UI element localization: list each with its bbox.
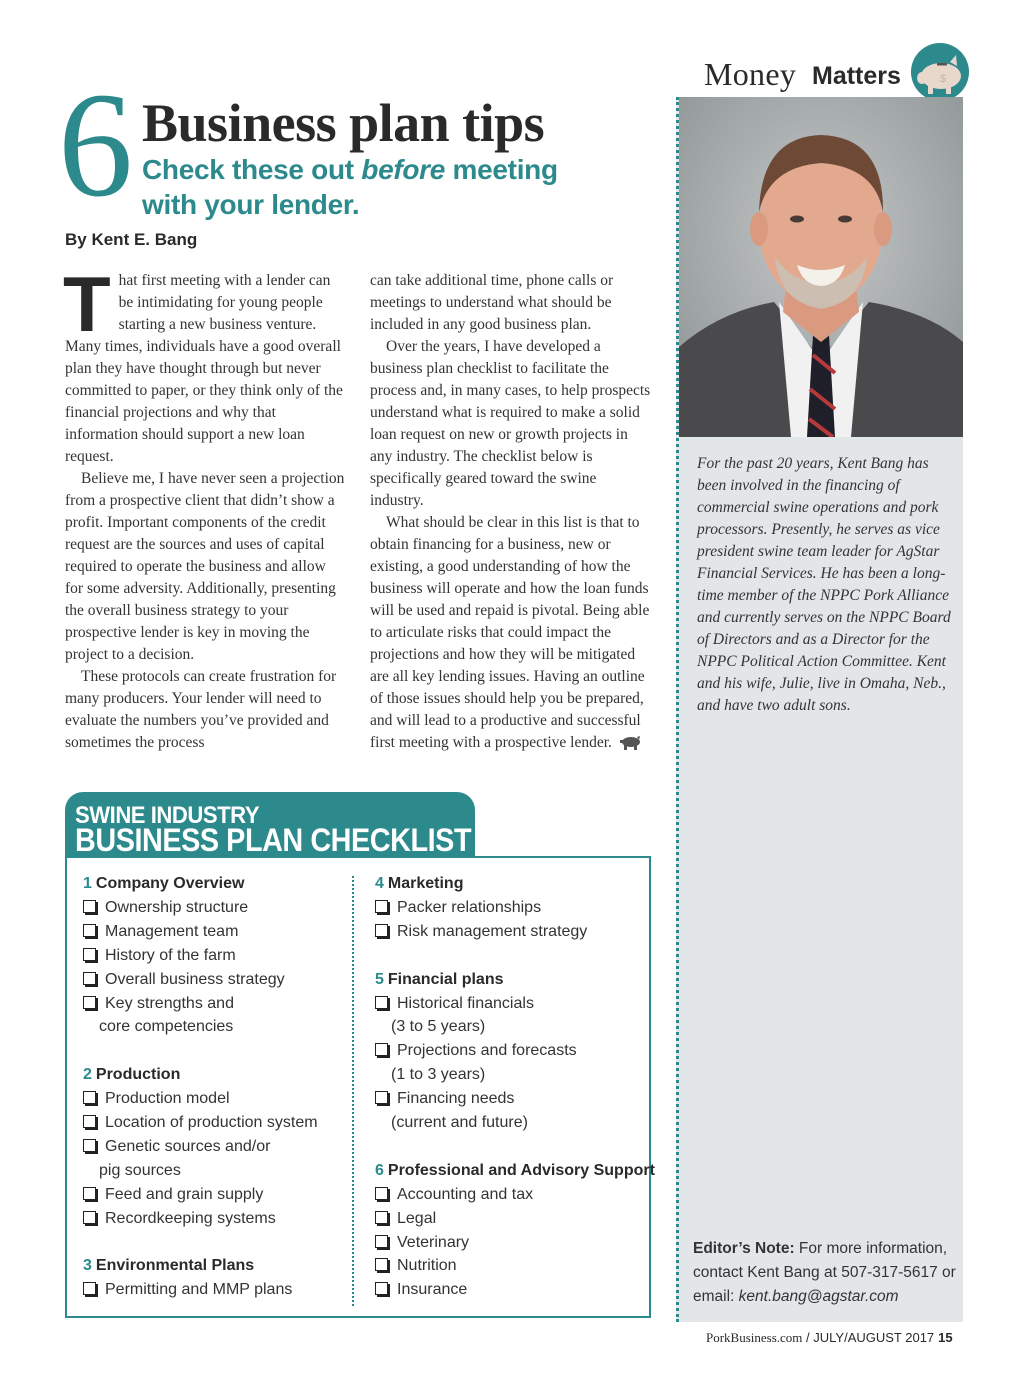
byline: By Kent E. Bang	[65, 230, 198, 249]
paragraph: can take additional time, phone calls or meetings to understand what should be included in any good business plan.	[370, 272, 614, 333]
checklist-section-title: Marketing	[387, 875, 464, 892]
checklist-item-label: Location of production system	[105, 1114, 318, 1132]
checklist-item	[83, 1278, 348, 1302]
checklist-item-label: Ownership structure	[105, 898, 249, 916]
editor-note-label: Editor’s Note:	[693, 1240, 795, 1257]
checklist-section-title: Production	[95, 1066, 181, 1084]
editor-email-link[interactable]: kent.bang@agstar.com	[738, 1288, 899, 1305]
checklist-section-number: 4	[375, 875, 384, 892]
checklist-item-label: Feed and grain supply	[105, 1185, 264, 1203]
paragraph: Over the years, I have developed a business plan checklist to facilitate the process and, in many cases, to help prospects understand what is required to make a solid loan request on new or growth projects in any industry. The checklist below is specifically geared toward the swine industry.	[370, 338, 651, 509]
checklist-section-heading	[83, 1254, 348, 1278]
checklist-item	[83, 968, 348, 992]
checklist-section	[83, 1063, 348, 1230]
author-sidebar	[676, 97, 963, 1322]
footer-site: PorkBusiness.com	[706, 1330, 803, 1345]
checklist-section	[375, 968, 647, 1135]
author-portrait-photo	[679, 97, 963, 437]
checkbox-icon[interactable]	[375, 1043, 388, 1056]
checklist-item	[83, 1207, 348, 1231]
checklist-item-label: Key strengths and	[105, 994, 234, 1012]
checklist-item-label: Projections and forecasts	[397, 1042, 577, 1060]
article-column-1	[63, 260, 347, 754]
author-bio: For the past 20 years, Kent Bang has been involved in the financing of commercial swine operations and pork processors. Presently, he serves as vice president swine team leader for AgStar Financial Services. He has been a long-time member of the NPPC Pork Alliance and currently serves on the NPPC Board of Directors and as a Director for the NPPC Political Action Committee. Kent and his wife, Julie, live in Omaha, Neb., and have two adult sons.	[697, 455, 951, 714]
checklist-title-line2: BUSINESS PLAN CHECKLIST	[75, 822, 472, 858]
checklist-section-heading	[83, 872, 348, 896]
checklist-title-tab	[65, 792, 475, 858]
paragraph: That first meeting with a lender can be intimidating for young people starting a new business venture. Many times, individuals have a good overall plan they have thought through but never committed to paper, or they think only of the financial projections and why that information should support a new loan request.	[63, 260, 343, 465]
checklist-item	[375, 1207, 647, 1231]
checkbox-icon[interactable]	[375, 1211, 388, 1224]
checkbox-icon[interactable]	[83, 924, 96, 937]
checkbox-icon[interactable]	[83, 1282, 96, 1295]
svg-text:$: $	[939, 73, 947, 85]
checklist-item-label: Production model	[105, 1090, 230, 1108]
footer-issue: / JULY/AUGUST 2017	[802, 1330, 935, 1345]
checkbox-icon[interactable]	[83, 1115, 96, 1128]
checklist-item-label: Overall business strategy	[105, 970, 285, 988]
checklist-item-label-continued: (1 to 3 years)	[391, 1066, 486, 1084]
checklist-section	[83, 1254, 348, 1302]
paragraph: Believe me, I have never seen a projection from a prospective client that didn’t show a profit. Important components of the credit request are the sources and uses of capital required to operate the business and allow for some adversity. Additionally, presenting the overall business strategy to your prospective lender is key in moving the project to a decision.	[65, 470, 345, 663]
pig-icon	[620, 736, 642, 750]
checklist-item	[83, 920, 348, 944]
checklist-title-line1: SWINE INDUSTRY	[75, 802, 260, 829]
checklist-item	[375, 920, 647, 944]
checklist-item	[375, 1278, 647, 1302]
checklist-item	[375, 1183, 647, 1207]
article-title: Business plan tips	[142, 93, 545, 153]
checklist-section-number: 3	[83, 1257, 92, 1275]
checklist-section-number: 1	[83, 875, 92, 892]
checklist-item	[83, 1111, 348, 1135]
drop-cap: T	[63, 260, 111, 348]
checklist-section	[83, 872, 348, 1039]
checklist-section-heading	[375, 968, 647, 992]
checklist-item-label: Accounting and tax	[397, 1185, 534, 1203]
checklist-item	[83, 1135, 348, 1183]
checklist-item-label: Historical financials	[397, 994, 534, 1012]
checklist-item-label-continued: (current and future)	[391, 1114, 528, 1132]
checklist-item-label-continued: core competencies	[99, 1018, 234, 1036]
checkbox-icon[interactable]	[375, 1235, 388, 1248]
tip-count-number: 6	[58, 62, 133, 228]
checkbox-icon[interactable]	[375, 1282, 388, 1295]
checklist-item-label: Permitting and MMP plans	[105, 1281, 293, 1299]
subhead-emphasis: before	[361, 154, 446, 185]
paragraph: These protocols can create frustration for many producers. Your lender will need to evaluate the numbers you’ve provided and sometimes the process	[65, 668, 337, 751]
checklist-item-label: Management team	[105, 922, 239, 940]
section-tag-word1: Money	[704, 56, 797, 92]
editor-note: Editor’s Note: For more information, contact Kent Bang at 507-317-5617 or email: kent.bang@agstar.com	[693, 1240, 956, 1305]
page-footer	[706, 1330, 953, 1346]
checklist-item	[83, 1087, 348, 1111]
checklist-item	[375, 1231, 647, 1255]
checkbox-icon[interactable]	[83, 1091, 96, 1104]
piggy-bank-icon	[910, 42, 970, 102]
checklist-section-title: Company Overview	[95, 875, 245, 892]
checklist-item-label: Recordkeeping systems	[105, 1209, 276, 1227]
checkbox-icon[interactable]	[83, 900, 96, 913]
checklist-item-label: History of the farm	[105, 946, 236, 964]
page-number: 15	[938, 1330, 953, 1345]
checklist-item-label: Genetic sources and/or	[105, 1137, 271, 1155]
checklist-section-number: 6	[375, 1161, 384, 1179]
checklist-item-label: Legal	[397, 1209, 437, 1227]
checklist-section	[375, 1159, 655, 1302]
checklist-section-heading	[375, 872, 647, 896]
checklist-item	[83, 992, 348, 1040]
checklist-item	[375, 896, 647, 920]
checklist-left-column	[83, 872, 348, 1302]
checkbox-icon[interactable]	[375, 1091, 388, 1104]
checkbox-icon[interactable]	[83, 1139, 96, 1152]
checkbox-icon[interactable]	[83, 1211, 96, 1224]
checklist-item	[375, 1039, 647, 1087]
checkbox-icon[interactable]	[375, 924, 388, 937]
checklist-item	[83, 944, 348, 968]
checklist-item-label: Nutrition	[397, 1257, 457, 1275]
checklist-divider	[352, 876, 354, 1306]
checkbox-icon[interactable]	[83, 948, 96, 961]
checklist-section-heading	[375, 1159, 655, 1183]
checklist-section-title: Financial plans	[387, 970, 504, 988]
checklist-section-title: Professional and Advisory Support	[387, 1161, 655, 1179]
checklist-item-label: Veterinary	[397, 1233, 470, 1251]
checklist-item-label: Packer relationships	[397, 898, 542, 916]
checklist-item	[375, 992, 647, 1040]
checklist-item	[83, 1183, 348, 1207]
checklist-item	[375, 1254, 647, 1278]
checklist-section-number: 5	[375, 970, 384, 988]
checklist-section-heading	[83, 1063, 348, 1087]
checklist-right-column	[375, 872, 655, 1302]
checklist-item	[375, 1087, 647, 1135]
checklist-section-number: 2	[83, 1066, 92, 1084]
checkbox-icon[interactable]	[375, 900, 388, 913]
checkbox-icon[interactable]	[83, 1187, 96, 1200]
checklist-item-label: Financing needs	[397, 1090, 515, 1108]
checklist-item-label: Insurance	[397, 1281, 468, 1299]
paragraph: What should be clear in this list is that to obtain financing for a business, new or existing, a good understanding of how the business will operate and how the loan funds will be used and repaid is pivotal. Being able to articulate risks that could impact the projections and how they will be mitigated are all key lending issues. Having an outline of those issues should help you be prepared, and will lead to a productive and successful first meeting with a prospective lender.	[370, 514, 650, 751]
section-tag-word2: Matters	[812, 62, 901, 90]
checkbox-icon[interactable]	[375, 1258, 388, 1271]
checkbox-icon[interactable]	[83, 996, 96, 1009]
checklist-section-title: Environmental Plans	[95, 1257, 255, 1275]
article-column-2	[370, 270, 652, 754]
checklist-item	[83, 896, 348, 920]
checklist-section	[375, 872, 647, 944]
checkbox-icon[interactable]	[375, 996, 388, 1009]
checkbox-icon[interactable]	[375, 1187, 388, 1200]
checklist-item-label: Risk management strategy	[397, 922, 588, 940]
checklist-item-label-continued: pig sources	[99, 1161, 181, 1179]
checklist-item-label-continued: (3 to 5 years)	[391, 1018, 486, 1036]
article-subhead: Check these out before meeting with your lender.	[142, 154, 558, 220]
checkbox-icon[interactable]	[83, 972, 96, 985]
